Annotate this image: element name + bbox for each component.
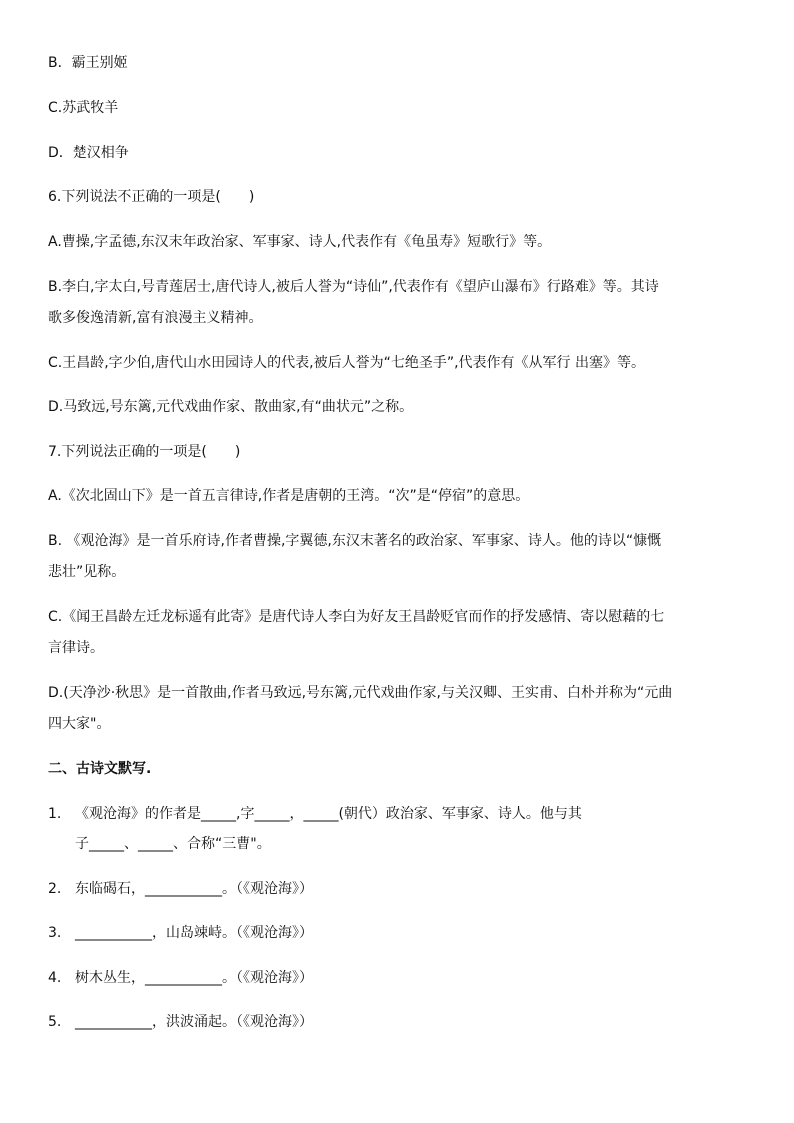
fill-item-1-cont: 子_____、_____、合称“三曹"。 [75, 836, 271, 852]
fill-item-text: 树木丛生，___________。（《观沧海》） [75, 970, 313, 986]
fill-item-text: ___________，山岛竦峙。（《观沧海》） [75, 925, 313, 941]
section-2-title: 二、古诗文默写. [48, 761, 152, 777]
question-6-option-b: B.李白,字太白,号青莲居士,唐代诗人,被后人誉为“诗仙”,代表作有《望庐山瀑布》行路难》等。其诗 [48, 279, 659, 295]
fill-item-text: ___________，洪波涌起。（《观沧海》） [75, 1014, 313, 1030]
fill-item-number: 1. [48, 806, 62, 822]
fill-item-4 [48, 967, 313, 989]
question-7-option-d: D.(天净沙·秋思》是一首散曲,作者马致远,号东篱,元代戏曲作家,与关汉卿、王实甫、白朴并称为“元曲 [48, 685, 673, 701]
question-6-option-d: D.马致远,号东篱,元代戏曲作家、散曲家,有“曲状元”之称。 [48, 399, 414, 415]
question-6-option-a: A.曹操,字孟德,东汉末年政治家、军事家、诗人,代表作有《龟虽寿》短歌行》等。 [48, 234, 552, 250]
question-6-stem: 6.下列说法不正确的一项是( ) [48, 189, 255, 205]
fill-item-number: 2. [48, 881, 62, 897]
fill-item-5 [48, 1011, 313, 1033]
question-7-option-c-cont: 言律诗。 [48, 640, 104, 656]
option-c-prev: C.苏武牧羊 [48, 100, 119, 116]
option-d-prev: D．楚汉相争 [48, 145, 129, 161]
question-6-option-b-cont: 歌多俊逸清新,富有浪漫主义精神。 [48, 310, 263, 326]
fill-item-3 [48, 922, 313, 944]
fill-item-2 [48, 878, 313, 900]
fill-item-text: 东临碣石，___________。（《观沧海》） [75, 881, 313, 897]
fill-item-number: 4. [48, 970, 62, 986]
question-7-stem: 7.下列说法正确的一项是( ) [48, 444, 241, 460]
question-7-option-b: B. 《观沧海》是一首乐府诗,作者曹操,字翼德,东汉末著名的政治家、军事家、诗人。他的诗以“慷慨 [48, 533, 662, 549]
question-7-option-d-cont: 四大家"。 [48, 716, 111, 732]
question-7-option-c: C.《闻王昌龄左迁龙标遥有此寄》是唐代诗人李白为好友王昌龄贬官而作的抒发感情、寄以慰藉的七 [48, 609, 665, 625]
question-7-option-b-cont: 悲壮”见称。 [48, 564, 126, 580]
option-b-prev: B．霸王别姬 [48, 55, 128, 71]
question-6-option-c: C.王昌龄,字少伯,唐代山水田园诗人的代表,被后人誉为“七绝圣手”,代表作有《从军行 出塞》等。 [48, 355, 645, 371]
fill-item-number: 3. [48, 925, 62, 941]
question-7-option-a: A.《次北固山下》是一首五言律诗,作者是唐朝的王湾。“次”是“停宿”的意思。 [48, 488, 530, 504]
fill-item-number: 5. [48, 1014, 62, 1030]
fill-item-1 [48, 803, 582, 825]
fill-item-text: 《观沧海》的作者是_____,字_____，_____(朝代）政治家、军事家、诗人。他与其 [75, 806, 582, 822]
